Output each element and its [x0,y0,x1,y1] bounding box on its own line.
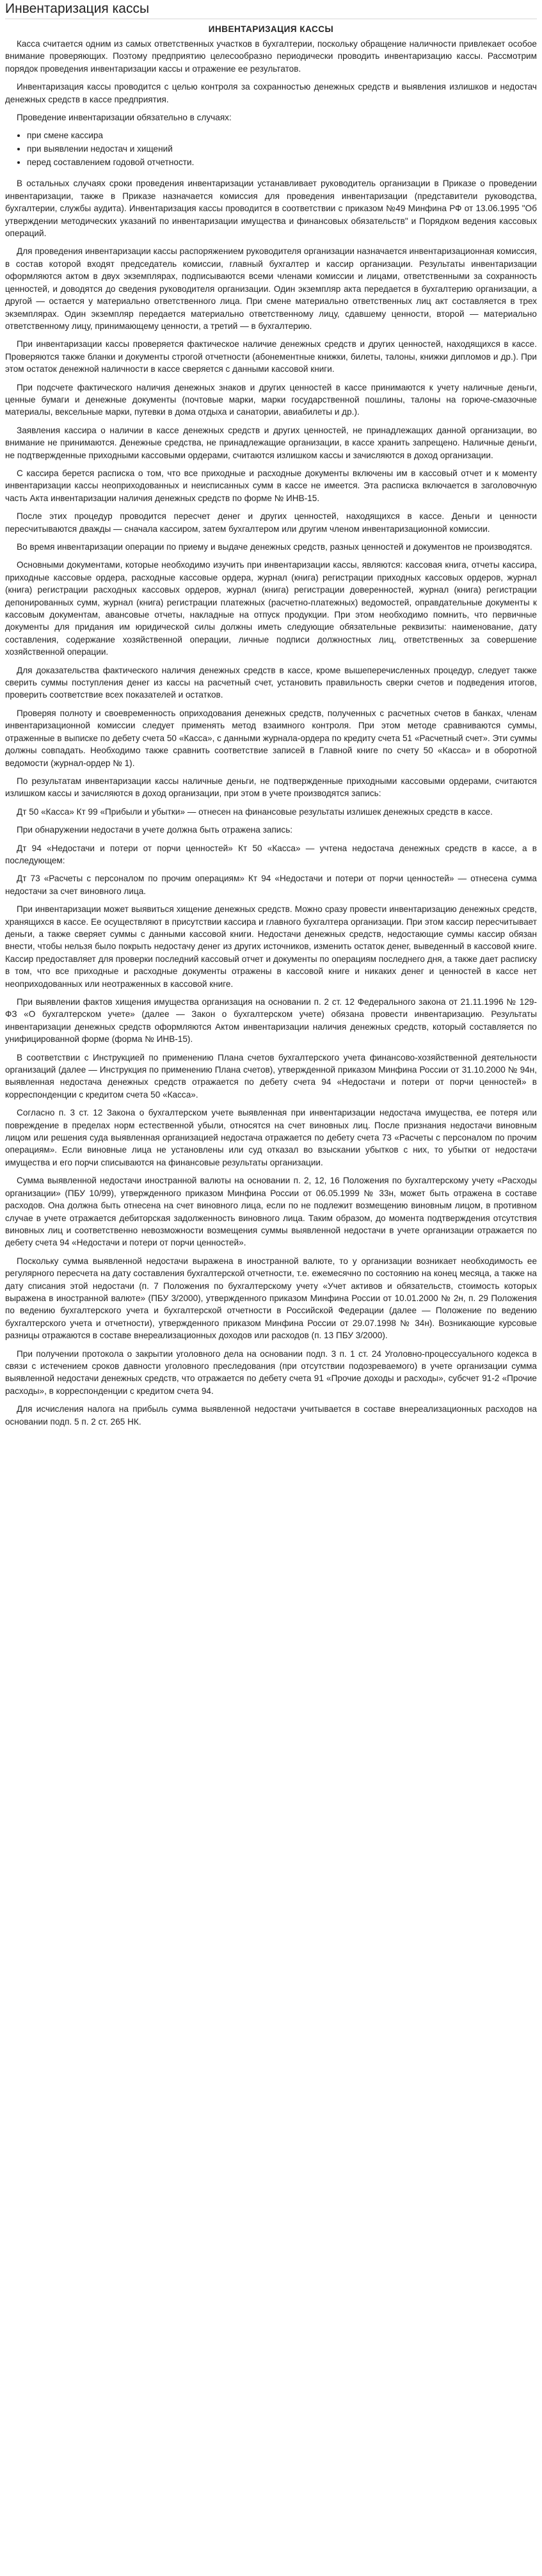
paragraph: При выявлении фактов хищения имущества организация на основании п. 2 ст. 12 Федерального закона от 21.11.1996 № 129-ФЗ «О бухгалтерском учете» (далее — Закон о бухгалтерском учете) обязана провести инвентаризацию. Результаты инвентаризации денежных средств оформляются Актом инвентаризации наличия денежных средств, который составляется по унифицированной форме (форма № ИНВ-15). [5,997,537,1044]
paragraph: При инвентаризации может выявиться хищение денежных средств. Можно сразу провести инвентаризацию денежных средств, хранящихся в кассе. Ее осуществляют в присутствии кассира и главного бухгалтера организации. При этом кассир пересчитывает деньги, а также сверяет суммы с данными кассовой книги. Недостачи денежных средств, недостающие суммы кассир обязан внести, чтобы нельзя было покрыть недостачу денег из других источников, изменить остаток денег, выведенный в кассовой книге. Кассир предоставляет для проверки последний кассовый отчет и документы по операциям последнего дня, а также дает расписку в том, что все приходные и расходные документы отражены в кассовой книге и никаких денег и ценностей в кассе нет неоприходованных или неотраженных в кассовой книге. [5,904,537,989]
paragraph: Инвентаризация кассы проводится с целью контроля за сохранностью денежных средств и выявления излишков и недостач денежных средств в кассе предприятия. [5,82,537,104]
paragraph: Для доказательства фактического наличия денежных средств в кассе, кроме вышеперечисленных процедур, следует также сверить суммы поступления денег из кассы на расчетный счет, установить правильность сверки счетов и подведения итогов, проверить соответствие всех показателей и остатков. [5,665,537,700]
paragraph: При инвентаризации кассы проверяется фактическое наличие денежных средств и других ценностей, находящихся в кассе. Проверяются также бланки и документы строгой отчетности (абонементные книжки, билеты, талоны, книжки дипломов и др.). При этом остаток денежной наличности в кассе сверяется с данными кассовой книги. [5,339,537,374]
page-title: Инвентаризация кассы [5,1,537,19]
paragraph: С кассира берется расписка о том, что все приходные и расходные документы включены им в кассовый отчет и к моменту инвентаризации кассы неоприходованных и неисписанных сумм в кассе не имеется. Эта расписка включается в заголовочную часть Акта инвентаризации наличия денежных средств по форме № ИНВ-15. [5,468,537,503]
paragraph: Во время инвентаризации операции по приему и выдаче денежных средств, разных ценностей и документов не производятся. [17,542,532,552]
paragraph: При получении протокола о закрытии уголовного дела на основании подп. 3 п. 1 ст. 24 Уголовно-процессуального кодекса в связи с истечением сроков давности уголовного преследования (при отсутствии подозреваемого) в учете организации сумма выявленной недостачи денежных средств, что отражается по дебету счета 91 «Прочие доходы и расходы», субсчет 91-2 «Прочие расходы», в корреспонденции с кредитом счета 94. [5,1348,537,1396]
paragraph: По результатам инвентаризации кассы наличные деньги, не подтвержденные приходными кассовыми ордерами, считаются излишком кассы и зачисляются в доход организации, при этом в учете производятся запись: [5,776,537,799]
list-item: • при смене кассира [27,129,537,141]
paragraph: В остальных случаях сроки проведения инвентаризации устанавливает руководитель организации в Приказе о проведении инвентаризации, также в Приказе назначается комиссия для проведения инвентаризации (представители руководства, бухгалтерии, службы аудита). Инвентаризация кассы проводится в соответствии с приказом №49 Минфина РФ от 13.06.1995 "Об утверждении методических указаний по инвентаризации имущества и финансовых обязательств" и Порядком ведения кассовых операций. [5,179,537,239]
paragraph: Для исчисления налога на прибыль сумма выявленной недостачи учитывается в составе внереализационных расходов на основании подп. 5 п. 2 ст. 265 НК. [5,1404,537,1427]
intro-section [5,38,537,124]
accounting-entry: Дт 94 «Недостачи и потери от порчи ценностей» Кт 50 «Касса» — учтена недостача денежных средств в кассе, а в последующем: [5,843,537,865]
paragraph: При подсчете фактического наличия денежных знаков и других ценностей в кассе принимаются к учету наличные деньги, ценные бумаги и денежные документы (почтовые марки, марки государственной пошлины, талоны на горюче-смазочные материалы, вексельные марки, путевки в дома отдыха и санатории, авиабилеты и др.). [5,382,537,417]
paragraph: Проверяя полноту и своевременность оприходования денежных средств, полученных с расчетных счетов в банках, членам инвентаризационной комиссии следует применять метод взаимного контроля. При этом методе сравниваются суммы, отраженные в выписке по дебету счета 50 «Касса», с данными журнала-ордера по кредиту счета 51 «Расчетный счет». Эти суммы должны совпадать. Необходимо также сравнить соответствие записей в Главной книге по счету 50 «Касса» и в оборотной ведомости (журнал-ордер № 1). [5,708,537,768]
paragraph: Основными документами, которые необходимо изучить при инвентаризации кассы, являются: кассовая книга, отчеты кассира, приходные кассовые ордера, расходные кассовые ордера, журнал (книга) регистрации приходных кассовых ордеров, журнал (книга) регистрации расходных кассовых ордеров, журнал (книга) регистрации доверенностей, журнал (книга) регистрации депонированных сумм, журнал (книга) регистрации платежных (расчетно-платежных) ведомостей, оправдательные документы к кассовым документам, авансовые отчеты, накладные на отпуск продукции. При этом необходимо помнить, что первичные документы для придания им юридической силы должны иметь следующие обязательные реквизиты: наименование, дату составления, содержание хозяйственной операции, личные подписи должностных лиц, ответственных за совершение хозяйственной операции. [5,560,537,657]
body-section [5,177,537,1428]
paragraph: Сумма выявленной недостачи иностранной валюты на основании п. 2, 12, 16 Положения по бухгалтерскому учету «Расходы организации» (ПБУ 10/99), утвержденного приказом Минфина России от 06.05.1999 № 33н, может быть отражена в составе расходов. Она должна быть отнесена на счет виновного лица, если по не подлежит возмещению виновным лицом, в противном случае в учете отражается дебиторская задолженность виновного лица. Таким образом, до момента подтверждения отсутствия виновных лиц и соответственно невозможности возмещения суммы выявленной недостачи в учете организации отражается по дебету счета 94 «Недостачи и потери от порчи ценностей». [5,1176,537,1248]
accounting-entry: Дт 73 «Расчеты с персоналом по прочим операциям» Кт 94 «Недостачи и потери от порчи ценностей» — отнесена сумма недостачи за счет виновного лица. [5,874,537,896]
list-item: • при выявлении недостач и хищений [27,143,537,155]
paragraph: Проведение инвентаризации обязательно в случаях: [17,113,232,123]
paragraph: После этих процедур проводится пересчет денег и других ценностей, находящихся в кассе. Деньги и ценности пересчитываются дважды — сначала кассиром, затем бухгалтером или другим членом инвентаризационной комиссии. [5,511,537,534]
paragraph: При обнаружении недостачи в учете должна быть отражена запись: [17,825,293,835]
list-item: • перед составлением годовой отчетности. [27,156,537,168]
paragraph: Согласно п. 3 ст. 12 Закона о бухгалтерском учете выявленная при инвентаризации недостача имущества, ее потеря или повреждение в пределах норм естественной убыли, относятся на счет виновных лиц. После признания недостачи виновным лицом или решения суда выявленная организацией недостача отражается по дебету счета 73 «Расчеты с персоналом по прочим операциям». Если виновные лица не установлены или суд отказал во взыскании убытков с них, то убытки от недостачи имущества и его порчи списываются на финансовые результаты организации. [5,1108,537,1167]
document-heading: ИНВЕНТАРИЗАЦИЯ КАССЫ [208,24,334,34]
cases-list [5,129,537,168]
paragraph: Касса считается одним из самых ответственных участков в бухгалтерии, поскольку обращение наличности привлекает особое внимание проверяющих. Поэтому предприятию целесообразно периодически проводить инвентаризацию кассы. Рассмотрим порядок проведения инвентаризации кассы и отражение ее результатов. [5,39,537,74]
paragraph: В соответствии с Инструкцией по применению Плана счетов бухгалтерского учета финансово-хозяйственной деятельности организаций (далее — Инструкция по применению Плана счетов), утвержденной приказом Минфина России от 31.10.2000 № 94н, выявленная недостача денежных средств отражается по дебету счета 94 «Недостачи и потери от порчи ценностей» в корреспонденции с кредитом счета 50 «Касса». [5,1052,537,1100]
paragraph: Для проведения инвентаризации кассы распоряжением руководителя организации назначается инвентаризационная комиссия, в состав которой входят председатель комиссии, главный бухгалтер и кассир организации. Результаты инвентаризации оформляются актом в двух экземплярах, подписываются всеми членами комиссии и лицами, ответственными за сохранность ценностей, и доводятся до сведения руководителя организации. Один экземпляр акта передается в бухгалтерию организации, а другой — остается у материально ответственного лица. При смене материально ответственных лиц акт составляется в трех экземплярах. Один экземпляр передается материально ответственному лицу, сдавшему ценности, второй — материально ответственному лицу, принимающему ценности, а третий — в бухгалтерию. [5,246,537,331]
paragraph: Заявления кассира о наличии в кассе денежных средств и других ценностей, не принадлежащих данной организации, во внимание не принимаются. Денежные средства, не принадлежащие организации, в кассе хранить запрещено. Наличные деньги, не подтвержденные приходными кассовыми ордерами, считаются излишком кассы и зачисляются в доход организации. [5,425,537,460]
paragraph: Поскольку сумма выявленной недостачи выражена в иностранной валюте, то у организации возникает необходимость ее регулярного пересчета на дату составления бухгалтерской отчетности, т.е. ежемесячно по состоянию на конец месяца, а также на дату списания этой недостачи (п. 7 Положения по бухгалтерскому учету «Учет активов и обязательств, стоимость которых выражена в иностранной валюте» (ПБУ 3/2000), утвержденного приказом Минфина России от 10.01.2000 № 2н, п. 29 Положения по ведению бухгалтерского учета и бухгалтерской отчетности в Российской Федерации (далее — Положение по ведению бухгалтерского учета и отчетности), утвержденного приказом Минфина России от 29.07.1998 № 34н). Возникающие курсовые разницы отражаются в составе внереализационных доходов или расходов (п. 13 ПБУ 3/2000). [5,1256,537,1341]
accounting-entry: Дт 50 «Касса» Кт 99 «Прибыли и убытки» — отнесен на финансовые результаты излишек денежных средств в кассе. [17,806,493,817]
